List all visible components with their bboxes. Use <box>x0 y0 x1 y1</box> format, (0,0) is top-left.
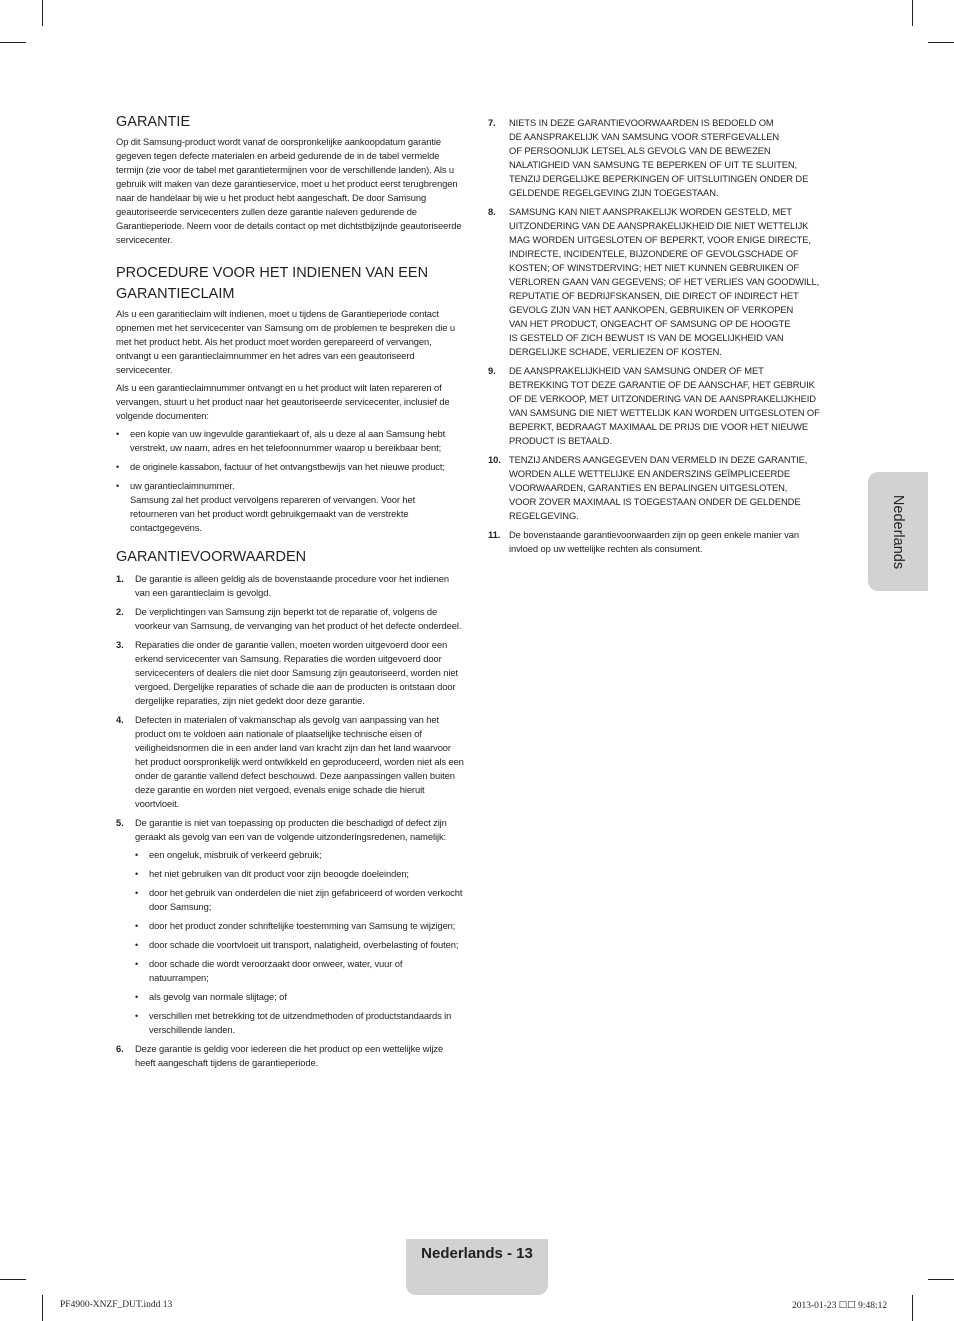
list-item: • de originele kassabon, factuur of het ontvangstbewijs van het nieuwe product; <box>116 460 464 474</box>
conditions-list-continued <box>488 116 838 556</box>
list-item: • een kopie van uw ingevulde garantiekaart of, als u deze al aan Samsung hebt verstrekt, uw naam, adres en het telefoonnummer waarop u bereikbaar bent; <box>116 427 464 455</box>
list-item: • door het gebruik van onderdelen die niet zijn gefabriceerd of worden verkocht door Samsung; <box>135 886 464 914</box>
language-side-tab <box>868 472 928 591</box>
list-item: 7. NIETS IN DEZE GARANTIEVOORWAARDEN IS BEDOELD OM DE AANSPRAKELIJK VAN SAMSUNG VOOR STERFGEVALLEN OF PERSOONLIJK LETSEL ALS GEVOLG VAN DE BEWEZEN NALATIGHEID VAN SAMSUNG TE BEPERKEN OF UIT TE SLUITEN, TENZIJ DERGELIJKE BEPERKINGEN OF UITSLUITINGEN ONDER DE GELDENDE REGELGEVING ZIJN TOEGESTAAN. <box>488 117 809 198</box>
procedure-paragraph-1: Als u een garantieclaim wilt indienen, moet u tijdens de Garantieperiode contact opnemen met het servicecenter van Samsung om de problemen te bespreken die u met het product hebt. Als het product moet worden gerepareerd of vervangen, ontvangt u een garantieclaimnummer en het adres van een geautoriseerd servicecenter. <box>116 308 455 375</box>
list-item: • het niet gebruiken van dit product voor zijn beoogde doeleinden; <box>135 867 464 881</box>
list-item: 5. De garantie is niet van toepassing op producten die beschadigd of defect zijn geraakt als gevolg van een van de volgende uitzonderingsredenen, namelijk: • een ongeluk, misbruik of verkeerd gebruik; • het niet gebruiken van dit product voor zijn beoogde doeleinden; • door het gebruik van onderdelen die niet zijn gefabriceerd of worden verkocht door Samsung; • door het product zonder schriftelijke toestemming van Samsung te wijzigen; • door schade die voortvloeit uit transport, nalatigheid, overbelasting of fouten; • door schade die wordt veroorzaakt door onweer, water, vuur of natuurrampen; • als gevolg van normale slijtage; of • verschillen met betrekking tot de uitzendmethoden of productstandaards in verschillende landen. <box>116 816 464 1037</box>
list-item: 11. De bovenstaande garantievoorwaarden zijn op geen enkele manier van invloed op uw wettelijke rechten als consument. <box>488 529 799 554</box>
warranty-title: GARANTIE <box>116 114 191 130</box>
procedure-bullet-list <box>116 427 464 535</box>
crop-mark <box>912 0 913 26</box>
crop-mark <box>0 1279 26 1280</box>
footer-timestamp: 2013-01-23 ☐☐ 9:48:12 <box>792 1301 888 1311</box>
list-item: 10. TENZIJ ANDERS AANGEGEVEN DAN VERMELD IN DEZE GARANTIE, WORDEN ALLE WETTELIJKE EN ANDERSZINS GEÏMPLICEERDE VOORWAARDEN, GARANTIES EN BEPALINGEN UITGESLOTEN, VOOR ZOVER MAXIMAAL IS TOEGESTAAN ONDER DE GELDENDE REGELGEVING. <box>488 454 808 521</box>
bullet-extra-text: Samsung zal het product vervolgens repareren of vervangen. Voor het retourneren van het product wordt gebruikgemaakt van de verstrekte contactgegevens. <box>130 494 416 533</box>
crop-mark <box>928 42 954 43</box>
conditions-list <box>116 572 464 1070</box>
list-item: • uw garantieclaimnummer. Samsung zal het product vervolgens repareren of vervangen. Voor het retourneren van het product wordt gebruikgemaakt van de verstrekte contactgegevens. <box>116 479 464 535</box>
list-item: 2. De verplichtingen van Samsung zijn beperkt tot de reparatie of, volgens de voorkeur van Samsung, de vervanging van het product of het defecte onderdeel. <box>116 606 462 631</box>
list-item: 3. Reparaties die onder de garantie vallen, moeten worden uitgevoerd door een erkend servicecenter van Samsung. Reparaties die worden uitgevoerd door servicecenters of dealers die niet door Samsung zijn geautoriseerd, worden niet vergoed. Dergelijke reparaties of schade die aan de producten is ontstaan door dergelijke reparaties, zijn niet gedekt door deze garantie. <box>116 639 459 706</box>
warranty-body: Op dit Samsung-product wordt vanaf de oorspronkelijke aankoopdatum garantie gegeven tegen defecte materialen en arbeid gedurende de in de tabel vermelde termijn (zie voor de tabel met garantietermijnen voor de verschillende landen). Als u gebruik wilt maken van deze garantieservice, moet u het product eerst terugbrengen naar de handelaar bij wie u het product hebt aangeschaft. De door Samsung geautoriseerde servicecenters zullen deze garantie naleven gedurende de Garantieperiode. Neem voor de details contact op met dichtstbijzijnde geautoriseerde servicecenter. <box>116 136 462 245</box>
page-number: Nederlands - 13 <box>421 1245 533 1262</box>
side-tab-label: Nederlands <box>890 494 906 569</box>
conditions-title: GARANTIEVOORWAARDEN <box>116 549 307 565</box>
procedure-paragraph-2: Als u een garantieclaimnummer ontvangt en u het product wilt laten repareren of vervangen, stuurt u het product naar het geautoriseerde servicecenter, inclusief de volgende documenten: <box>116 382 450 421</box>
right-column <box>488 112 838 561</box>
exclusion-list <box>135 848 464 1037</box>
list-item: 1. De garantie is alleen geldig als de bovenstaande procedure voor het indienen van een garantieclaim is gevolgd. <box>116 573 449 598</box>
list-item: 6. Deze garantie is geldig voor iedereen die het product op een wettelijke wijze heeft aangeschaft tijdens de garantieperiode. <box>116 1043 444 1068</box>
crop-mark <box>912 1295 913 1321</box>
footer-file-name: PF4900-XNZF_DUT.indd 13 <box>60 1300 173 1310</box>
list-item: 8. SAMSUNG KAN NIET AANSPRAKELIJK WORDEN GESTELD, MET UITZONDERING VAN DE AANSPRAKELIJKHEID DIE NIET WETTELIJK MAG WORDEN UITGESLOTEN OF BEPERKT, VOOR ENIGE DIRECTE, INDIRECTE, INCIDENTELE, BIJZONDERE OF GEVOLGSCHADE OF KOSTEN; OF WINSTDERVING; HET NIET KUNNEN GEBRUIKEN OF VERLOREN GAAN VAN GEGEVENS; OF HET VERLIES VAN GOODWILL, REPUTATIE OF BEDRIJFSKANSEN, DIE DIRECT OF INDIRECT HET GEVOLG ZIJN VAN HET AANKOPEN, GEBRUIKEN OF VERKOPEN VAN HET PRODUCT, ONGEACHT OF SAMSUNG OP DE HOOGTE IS GESTELD OF ZICH BEWUST IS VAN DE MOGELIJKHEID VAN DERGELIJKE SCHADE, VERLIEZEN OF KOSTEN. <box>488 206 820 357</box>
crop-mark <box>0 42 26 43</box>
procedure-title: PROCEDURE VOOR HET INDIENEN VAN EEN GARANTIECLAIM <box>116 265 429 302</box>
list-item: 4. Defecten in materialen of vakmanschap als gevolg van aanpassing van het product om te voldoen aan nationale of plaatselijke technische eisen of veiligheidsnormen die in een ander land van kracht zijn dan het land waarvoor het product oorspronkelijk werd ontwikkeld en geproduceerd, worden niet als een onder de garantie vallend defect beschouwd. Deze aanpassingen vallen buiten deze garantie en worden niet vergoed, evenals enige schade die hieruit voortvloeit. <box>116 714 464 809</box>
left-column <box>116 112 464 1075</box>
crop-mark <box>42 1295 43 1321</box>
list-item: • een ongeluk, misbruik of verkeerd gebruik; <box>135 848 464 862</box>
crop-mark <box>928 1279 954 1280</box>
crop-mark <box>42 0 43 26</box>
list-item: • door het product zonder schriftelijke toestemming van Samsung te wijzigen; <box>135 919 464 933</box>
list-item: • door schade die wordt veroorzaakt door onweer, water, vuur of natuurrampen; <box>135 957 464 985</box>
list-item: • verschillen met betrekking tot de uitzendmethoden of productstandaards in verschillende landen. <box>135 1009 464 1037</box>
list-item: 9. DE AANSPRAKELIJKHEID VAN SAMSUNG ONDER OF MET BETREKKING TOT DEZE GARANTIE OF DE AANSCHAF, HET GEBRUIK OF DE VERKOOP, MET UITZONDERING VAN DE AANSPRAKELIJKHEID VAN SAMSUNG DIE NIET WETTELIJK KAN WORDEN UITGESLOTEN OF BEPERKT, BEDRAAGT MAXIMAAL DE PRIJS DIE VOOR HET NIEUWE PRODUCT IS BETAALD. <box>488 365 820 446</box>
list-item: • als gevolg van normale slijtage; of <box>135 990 464 1004</box>
list-item: • door schade die voortvloeit uit transport, nalatigheid, overbelasting of fouten; <box>135 938 464 952</box>
page-number-box <box>406 1239 548 1295</box>
